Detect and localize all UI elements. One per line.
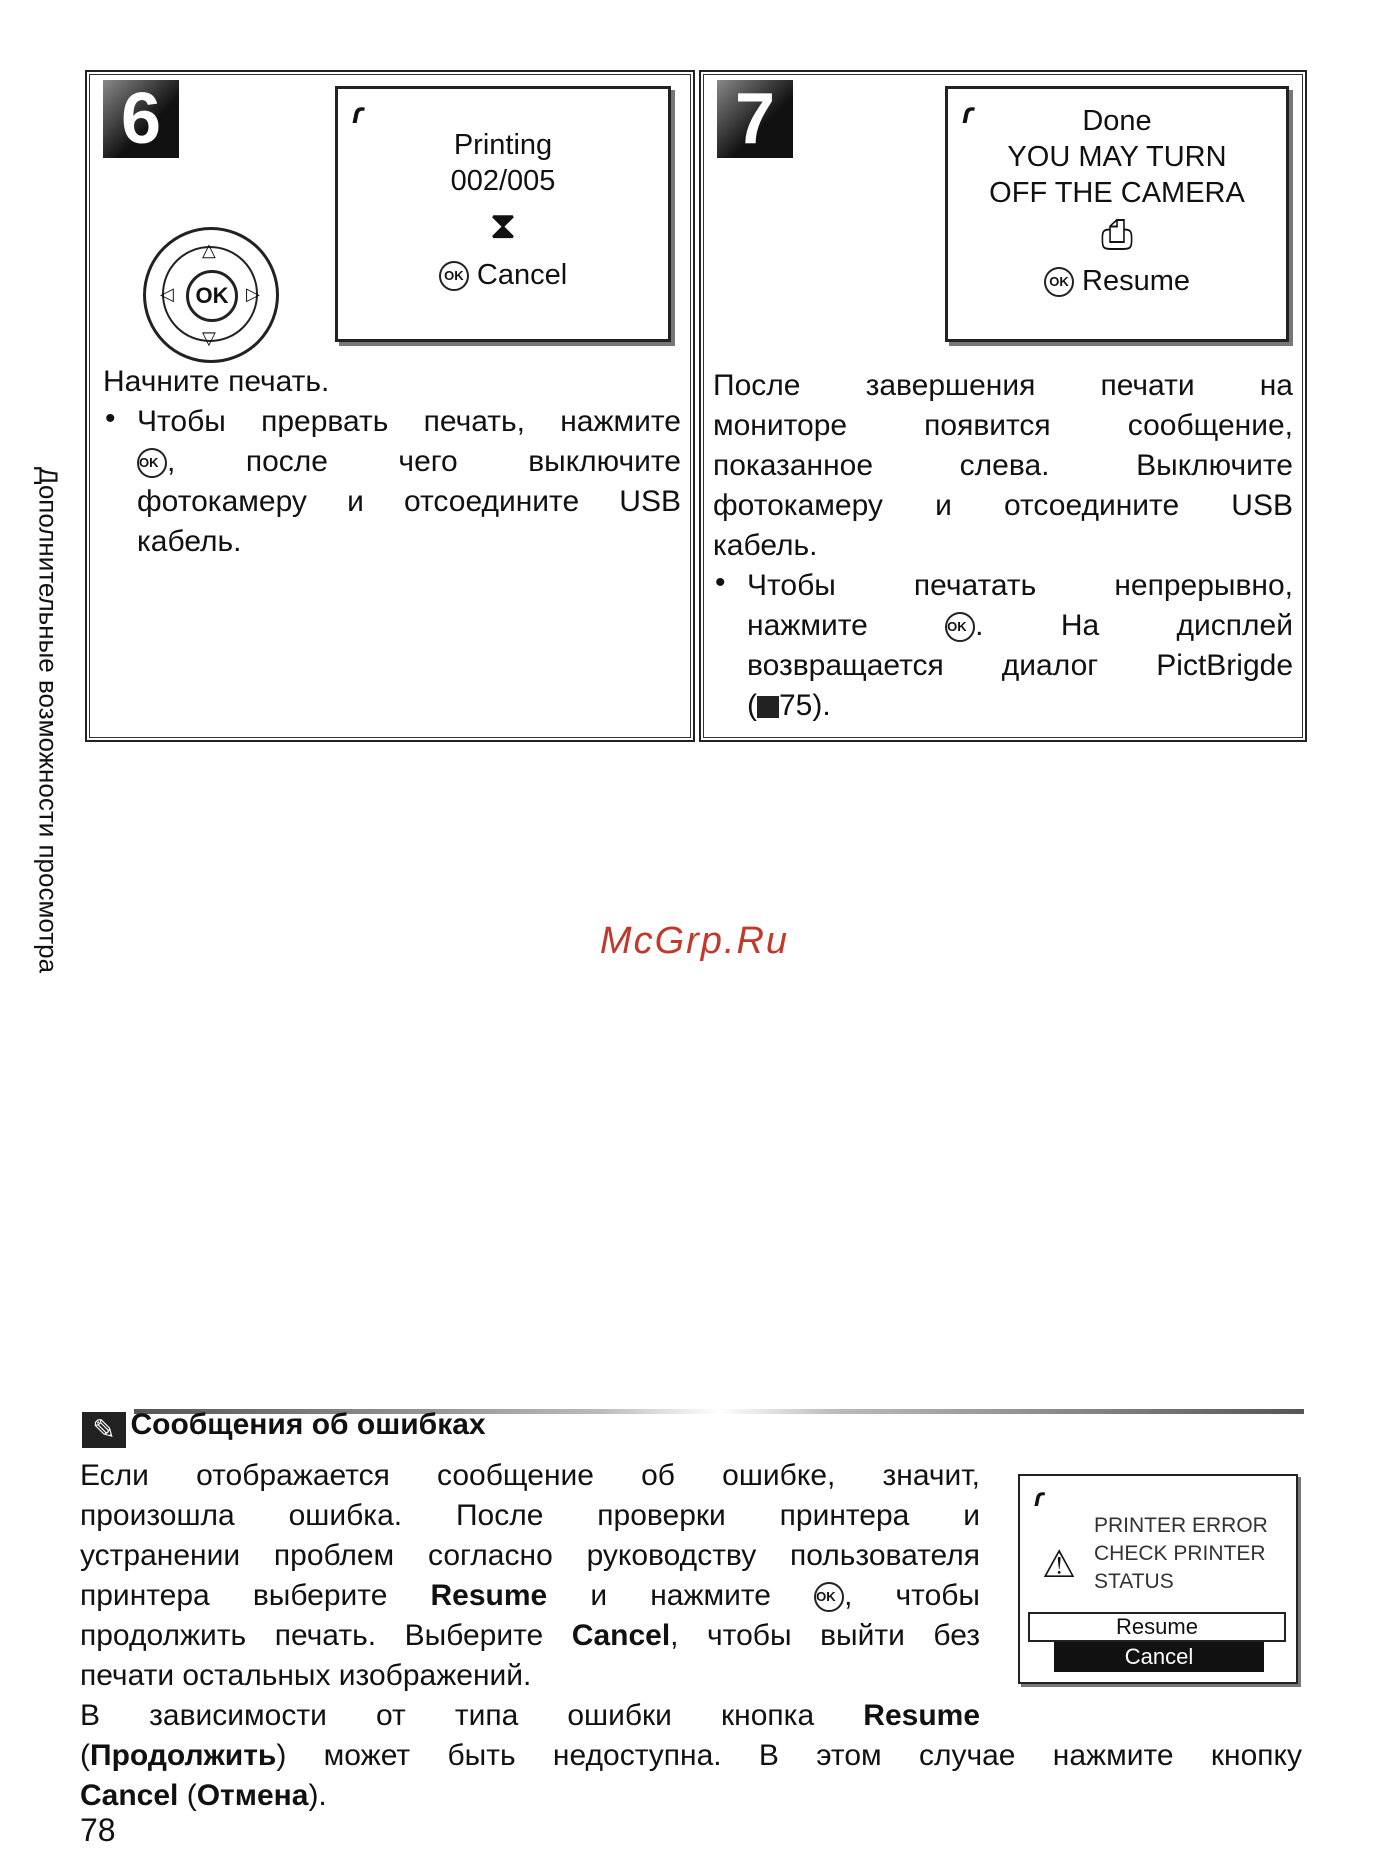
- text-run: Отмена: [196, 1779, 309, 1812]
- resume-keyword: Resume: [430, 1579, 548, 1612]
- bullet-dot: •: [105, 402, 116, 435]
- bullet-line-text: нажмите: [747, 609, 868, 642]
- arrow-down-icon: ▽: [202, 328, 216, 348]
- text-run: и нажмите: [590, 1579, 771, 1612]
- done-label: Done: [1082, 105, 1152, 137]
- text-run: продолжить печать. Выберите: [80, 1619, 544, 1652]
- ok-icon: OK: [945, 612, 975, 642]
- pencil-icon: ✎: [82, 1412, 126, 1448]
- error-message: [1094, 1512, 1268, 1596]
- arrow-up-icon: △: [202, 240, 216, 260]
- bullet-line-text: . На дисплей: [975, 609, 1293, 642]
- step-7-bullet: [747, 566, 1293, 726]
- paragraph-line: [80, 1696, 980, 1736]
- printing-label: Printing: [453, 129, 553, 161]
- paragraph-line: фотокамеру и отсоедините USB: [713, 489, 1293, 522]
- bullet-line: Чтобы прервать печать, нажмите: [137, 405, 681, 438]
- notes-paragraph-1: [80, 1456, 980, 1736]
- cancel-keyword: Cancel: [571, 1619, 671, 1652]
- paragraph-line: мониторе появится сообщение,: [713, 409, 1293, 442]
- paragraph-line: (Продолжить) может быть недоступна. В этом случае нажмите кнопку: [80, 1739, 1302, 1772]
- paragraph-line: устранении проблем согласно руководству пользователя: [80, 1539, 980, 1572]
- multi-selector-dpad: [143, 227, 279, 363]
- bullet-dot: •: [715, 566, 726, 599]
- pictbridge-icon: ɾ: [1034, 1482, 1045, 1512]
- text-run: Продолжить: [90, 1739, 277, 1772]
- step-6-number: 6: [103, 80, 179, 158]
- ok-icon: OK: [814, 1582, 844, 1612]
- error-line: PRINTER ERROR: [1094, 1514, 1268, 1537]
- watermark: McGrp.Ru: [599, 920, 790, 962]
- ok-icon: OK: [137, 448, 167, 478]
- cancel-menu-option[interactable]: Cancel: [1054, 1642, 1264, 1672]
- bullet-line: фотокамеру и отсоедините USB: [137, 485, 681, 518]
- bullet-line: кабель.: [137, 525, 242, 558]
- pictbridge-icon: ɾ: [962, 97, 974, 130]
- message-line: YOU MAY TURN: [1007, 141, 1227, 173]
- resume-keyword: Resume: [863, 1699, 980, 1732]
- text-run: , чтобы выйти без: [670, 1619, 980, 1652]
- page-number: 78: [80, 1812, 116, 1848]
- step-7-box: [699, 70, 1307, 742]
- hourglass-icon: ⧗: [489, 205, 517, 247]
- paragraph-line: кабель.: [713, 529, 818, 562]
- notes-title: Сообщения об ошибках: [130, 1408, 486, 1441]
- paragraph-line: произошла ошибка. После проверки принтера и: [80, 1499, 980, 1532]
- step-7-paragraph: [713, 366, 1293, 566]
- paragraph-line: Если отображается сообщение об ошибке, значит,: [80, 1459, 980, 1492]
- printer-icon: ⎙: [1101, 213, 1133, 257]
- bullet-line: возвращается диалог PictBrigde: [747, 649, 1293, 682]
- step-6-box: [85, 70, 695, 742]
- text-run: В зависимости от типа ошибки кнопка: [80, 1699, 815, 1732]
- resume-option: [948, 263, 1286, 299]
- printer-error-screen: [1018, 1474, 1298, 1684]
- step-6-camera-screen: [335, 86, 671, 342]
- ok-icon: OK: [439, 261, 469, 291]
- print-count: 002/005: [450, 165, 556, 197]
- step-6-bullet: [137, 402, 681, 562]
- cancel-label: Cancel: [476, 259, 568, 291]
- paragraph-line: После завершения печати на: [713, 369, 1293, 402]
- paragraph-line: [80, 1616, 980, 1656]
- error-line: CHECK PRINTER: [1094, 1542, 1266, 1565]
- bullet-line: ( 75).: [747, 689, 831, 722]
- sidebar-text: Дополнительные возможности просмотра: [33, 466, 64, 974]
- cancel-option: [338, 257, 668, 293]
- bullet-line-text: , после чего выключите: [167, 445, 681, 478]
- text-run: , чтобы: [844, 1579, 980, 1612]
- bullet-line: Чтобы печатать непрерывно,: [747, 569, 1293, 602]
- bullet-line-text: 75).: [779, 689, 831, 722]
- bullet-line: [137, 442, 681, 482]
- ok-icon: OK: [1044, 267, 1074, 297]
- paragraph-line: Cancel (Отмена).: [80, 1779, 327, 1812]
- step-7-camera-screen: [945, 86, 1289, 342]
- step-7-number: 7: [717, 80, 793, 158]
- pictbridge-icon: ɾ: [352, 97, 364, 130]
- page-ref-icon: [757, 696, 779, 718]
- message-line: OFF THE CAMERA: [989, 177, 1245, 209]
- arrow-left-icon: ◁: [160, 284, 174, 304]
- paragraph-line: показанное слева. Выключите: [713, 449, 1293, 482]
- cancel-keyword: Cancel: [80, 1779, 179, 1812]
- text-run: принтера выберите: [80, 1579, 388, 1612]
- error-line: STATUS: [1094, 1570, 1174, 1593]
- arrow-right-icon: ▷: [246, 284, 260, 304]
- notes-header: [82, 1408, 486, 1448]
- bullet-line: [747, 606, 1293, 646]
- text-run: ) может быть недоступна. В этом случае нажмите кнопку: [276, 1739, 1302, 1772]
- resume-menu-option[interactable]: Resume: [1028, 1612, 1286, 1642]
- paragraph-line: [80, 1576, 980, 1616]
- resume-label: Resume: [1082, 265, 1191, 297]
- ok-button-icon: OK: [186, 270, 238, 322]
- warning-icon: ⚠: [1042, 1544, 1077, 1586]
- paragraph-line: печати остальных изображений.: [80, 1659, 532, 1692]
- step-6-heading: Начните печать.: [103, 365, 330, 398]
- notes-paragraph-2: [80, 1736, 1302, 1816]
